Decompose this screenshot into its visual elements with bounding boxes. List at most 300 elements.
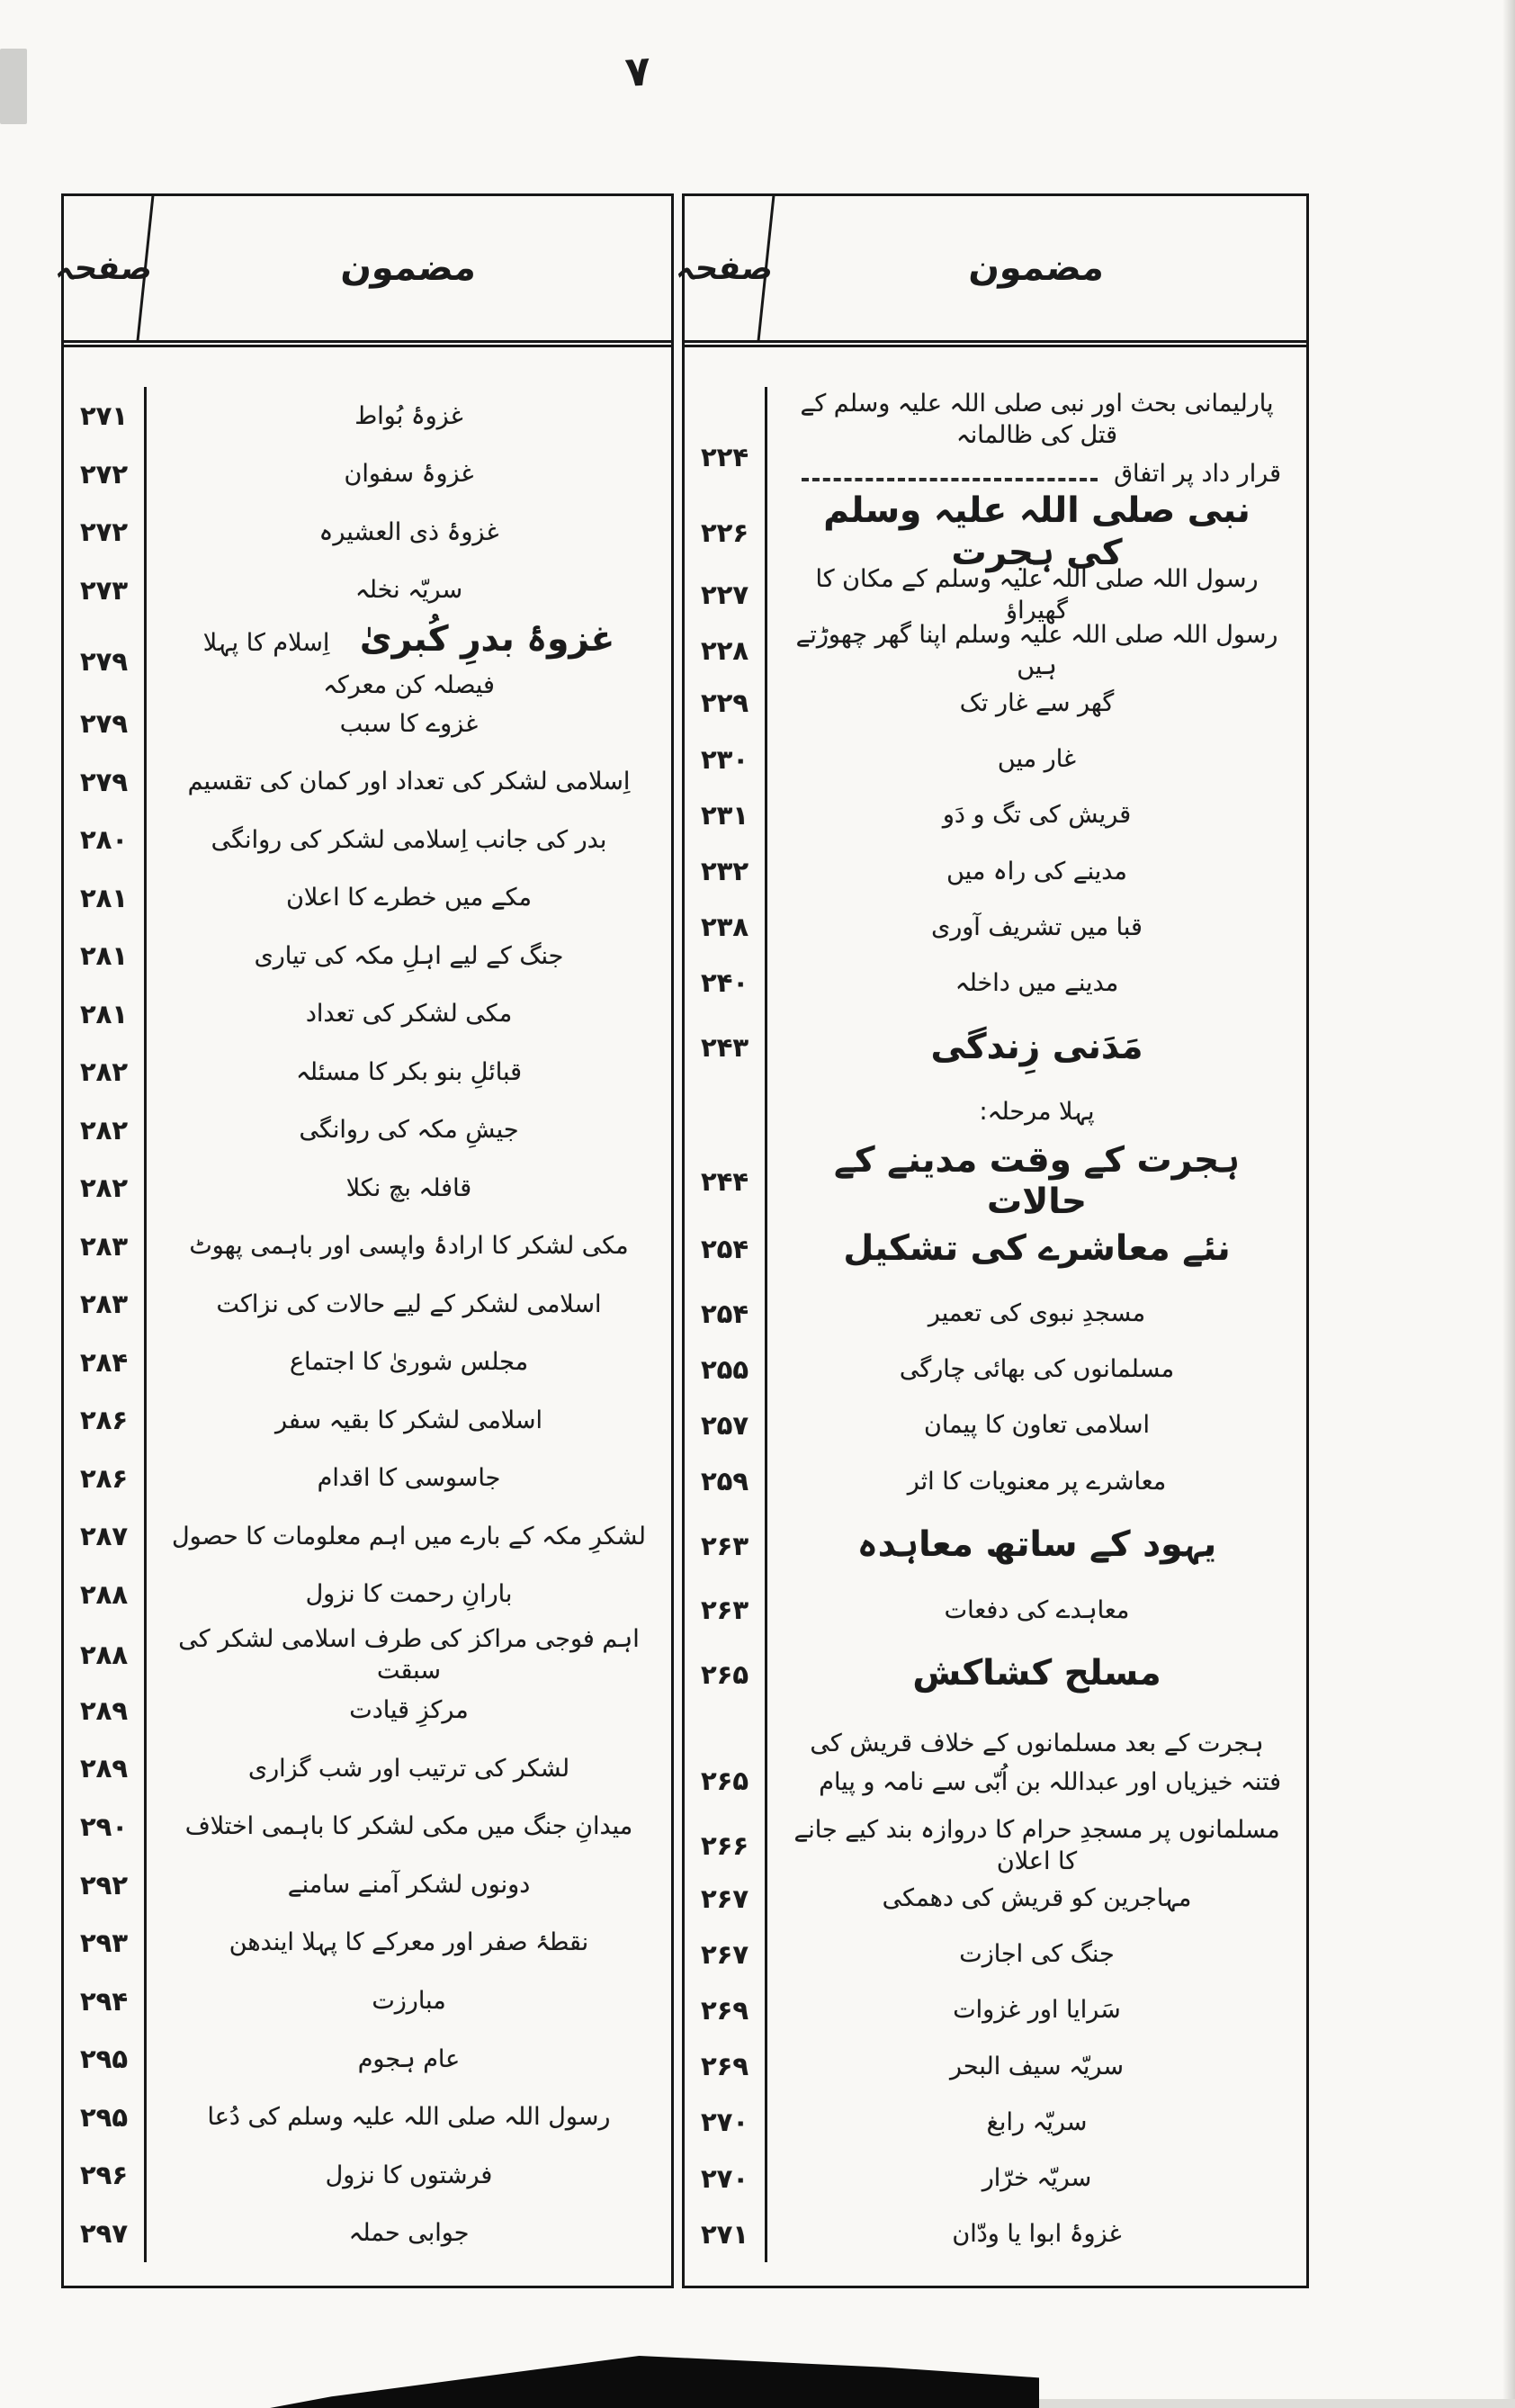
toc-entry-title: جاسوسی کا اقدام [317, 1464, 501, 1493]
toc-entry [147, 1798, 671, 1856]
toc-row [685, 843, 1306, 899]
toc-row [64, 1798, 671, 1856]
toc-entry [147, 503, 671, 562]
toc-entry-title: فرشتوں کا نزول [325, 2161, 493, 2189]
toc-entry [147, 811, 671, 869]
toc-entry [147, 868, 671, 927]
toc-row [64, 1450, 671, 1508]
toc-entry [767, 1509, 1306, 1582]
toc-entry-page: ۲۷۱ [685, 2206, 767, 2262]
toc-entry-line1 [793, 687, 1281, 719]
toc-entry-title: گھر سے غار تک [959, 688, 1115, 717]
toc-entry-line1 [172, 1405, 646, 1436]
toc-entry-line1 [793, 1938, 1281, 1970]
toc-entry-line1 [793, 912, 1281, 943]
toc-entry [767, 843, 1306, 899]
toc-entry [767, 1638, 1306, 1711]
toc-row [64, 927, 671, 985]
toc-entry-line1 [793, 1096, 1281, 1128]
toc-row [685, 1870, 1306, 1926]
toc-entry-title: اہم فوجی مراکز کی طرف اسلامی لشکر کی سبقت [178, 1625, 640, 1685]
toc-entry-title: اسلامی لشکر کا بقیہ سفر [274, 1406, 543, 1434]
toc-entry-line1 [793, 1524, 1281, 1567]
toc-entry-line1 [172, 517, 646, 548]
toc-row [64, 1566, 671, 1624]
toc-entry-title: مکے میں خطرے کا اعلان [286, 884, 532, 912]
toc-entry [147, 2146, 671, 2205]
toc-entry-page: ۲۷۰ [685, 2151, 767, 2206]
toc-row [685, 1011, 1306, 1084]
toc-entry [767, 732, 1306, 787]
toc-entry-title: غزوۂ بُواط [354, 401, 463, 430]
toc-entry-page: ۲۵۹ [685, 1453, 767, 1509]
toc-entry-title: یہود کے ساتھ معاہدہ [856, 1524, 1217, 1566]
toc-entry-line1 [793, 1882, 1281, 1914]
toc-entry-line1 [793, 2162, 1281, 2194]
toc-entry-line1 [172, 708, 646, 740]
toc-row [64, 2204, 671, 2262]
toc-entry-page: ۲۹۷ [64, 2204, 147, 2262]
toc-entry-page: ۲۶۵ [685, 1711, 767, 1814]
toc-row [64, 1334, 671, 1392]
toc-entry [767, 1285, 1306, 1341]
toc-entry [147, 752, 671, 811]
toc-row [64, 1275, 671, 1334]
toc-entry-page: ۲۴۴ [685, 1140, 767, 1225]
toc-entry-page: ۲۶۷ [685, 1870, 767, 1926]
toc-entry-title: غزوے کا سبب [339, 709, 479, 738]
toc-entry-line1 [793, 1994, 1281, 2026]
toc-entry-line1 [793, 2051, 1281, 2082]
toc-entry-title: سریّہ رابغ [986, 2107, 1088, 2136]
toc-entry-title-continued: فتنہ خیزیاں اور عبداللہ بن اُبّی سے نامہ و پیام [819, 1767, 1281, 1796]
toc-row [64, 985, 671, 1044]
toc-entry-line1 [172, 1173, 646, 1204]
toc-entry-title: غزوۂ ابوا یا ودّان [952, 2220, 1122, 2249]
toc-entry [767, 1982, 1306, 2038]
toc-entry [147, 1566, 671, 1624]
toc-entry-title: قبا میں تشریف آوری [931, 912, 1143, 941]
toc-entry [147, 1507, 671, 1566]
toc-entry-page: ۲۸۴ [64, 1334, 147, 1392]
toc-row [685, 2206, 1306, 2262]
toc-row [64, 1914, 671, 1972]
toc-entry-page: ۲۲۷ [685, 563, 767, 626]
toc-entry-title: سریّہ سیف البحر [950, 2052, 1124, 2080]
toc-row [685, 675, 1306, 731]
toc-header-right [674, 196, 1306, 347]
toc-row [685, 490, 1306, 573]
toc-entry-title: لشکر کی ترتیب اور شب گزاری [247, 1754, 570, 1783]
toc-entry-line1 [172, 1753, 646, 1784]
toc-entry [767, 2094, 1306, 2150]
scan-black-wedge [270, 2356, 1039, 2408]
toc-entry-page: ۲۸۱ [64, 868, 147, 927]
toc-entry [767, 1870, 1306, 1926]
toc-entry-page: ۲۶۹ [685, 1982, 767, 2038]
toc-entry-line1 [172, 2101, 646, 2133]
toc-entry-page: ۲۷۰ [685, 2094, 767, 2150]
toc-row [64, 2030, 671, 2089]
toc-row [64, 752, 671, 811]
toc-entry-title: جنگ کے لیے اہلِ مکہ کی تیاری [254, 941, 564, 970]
toc-entry-line1 [172, 1462, 646, 1494]
toc-entry-page: ۲۹۳ [64, 1914, 147, 1972]
toc-row [64, 1855, 671, 1914]
toc-entry-page: ۲۴۰ [685, 955, 767, 1011]
toc-row [685, 563, 1306, 625]
toc-entry-title: رسول اللہ صلی اللہ علیہ وسلم اپنا گھر چھوڑتے ہیں [795, 621, 1278, 681]
column-header-page: صفحہ [57, 196, 155, 340]
toc-entry-page: ۲۷۲ [64, 503, 147, 562]
toc-entry-page: ۲۹۲ [64, 1855, 147, 1914]
toc-row [685, 2094, 1306, 2150]
toc-entry-line1 [172, 882, 646, 913]
toc-entry-line1 [793, 856, 1281, 887]
toc-entry-title: مَدَنی زِندگی [930, 1026, 1143, 1067]
toc-entry-title: رسول اللہ صلی اللہ علیہ وسلم کے مکان کا گھیراؤ [815, 564, 1259, 625]
toc-entry-line1 [793, 1409, 1281, 1441]
toc-entry-title: رسول اللہ صلی اللہ علیہ وسلم کی دُعا [207, 2103, 611, 2132]
toc-entry-page [685, 1083, 767, 1139]
toc-row [64, 1682, 671, 1740]
toc-entry-line1 [172, 1346, 646, 1378]
toc-entry-page: ۲۸۲ [64, 1101, 147, 1160]
toc-entry-title: سَرایا اور غزوات [953, 1996, 1121, 2025]
toc-entry-page: ۲۳۸ [685, 899, 767, 955]
toc-entry-title: پارلیمانی بحث اور نبی صلی اللہ علیہ وسلم کے قتل کی ظالمانہ [800, 389, 1274, 449]
toc-row [64, 1739, 671, 1798]
toc-entry-line1 [793, 388, 1281, 451]
dashed-leader [802, 478, 1098, 481]
toc-entry [147, 445, 671, 504]
toc-entry-page: ۲۷۹ [64, 695, 147, 753]
toc-entry-line1 [793, 2218, 1281, 2250]
toc-entry-title: جوابی حملہ [348, 2219, 470, 2248]
toc-entry-title: پہلا مرحلہ: [979, 1098, 1095, 1127]
toc-entry [767, 2038, 1306, 2094]
toc-entry [767, 2151, 1306, 2206]
toc-entry-page: ۲۳۰ [685, 732, 767, 787]
toc-row [685, 1342, 1306, 1397]
toc-row [64, 1972, 671, 2030]
toc-entry-page: ۲۲۴ [685, 387, 767, 490]
toc-entry-title: نبی صلی اللہ علیہ وسلم کی ہجرت [823, 490, 1251, 573]
toc-header-left [53, 196, 671, 347]
toc-entry [147, 1159, 671, 1217]
toc-entry-line2 [793, 1766, 1281, 1798]
toc-entry [147, 1855, 671, 1914]
scan-edge-shadow [1502, 0, 1515, 2408]
toc-row [64, 387, 671, 445]
toc-entry-title: غار میں [997, 745, 1077, 774]
toc-row [64, 1159, 671, 1217]
toc-entry-line1 [172, 1289, 646, 1320]
toc-entry-page: ۲۸۲ [64, 1043, 147, 1101]
toc-row [64, 503, 671, 562]
toc-entry-title: مکی لشکر کا ارادۂ واپسی اور باہمی پھوٹ [189, 1232, 629, 1261]
toc-row [64, 695, 671, 753]
toc-entry-page: ۲۹۵ [64, 2030, 147, 2089]
toc-entry [147, 1217, 671, 1276]
toc-entry-title: جنگ کی اجازت [959, 1940, 1115, 1969]
toc-entry-page: ۲۸۸ [64, 1623, 147, 1686]
toc-entry-title: ہجرت کے بعد مسلمانوں کے خلاف قریش کی [810, 1729, 1264, 1757]
toc-entry [767, 2206, 1306, 2262]
toc-entry-line1 [172, 1056, 646, 1088]
toc-entry-page: ۲۸۳ [64, 1275, 147, 1334]
toc-entry-page: ۲۸۸ [64, 1566, 147, 1624]
toc-entry-subtitle: اِسلام کا پہلا فیصلہ کن معرکہ [202, 629, 495, 699]
toc-entry-title: مجلس شوریٰ کا اجتماع [289, 1348, 529, 1377]
toc-row [64, 811, 671, 869]
toc-row [685, 1509, 1306, 1582]
toc-entry [147, 2204, 671, 2262]
toc-entry-line1 [172, 766, 646, 797]
toc-entry-line1 [793, 1353, 1281, 1385]
toc-entry-title: ہجرت کے وقت مدینے کے حالات [834, 1139, 1240, 1223]
scan-bottom-strip [1039, 2399, 1515, 2408]
toc-entry-page: ۲۸۱ [64, 985, 147, 1044]
toc-entry-title: معاشرے پر معنویات کا اثر [907, 1467, 1167, 1496]
toc-entry-line1 [793, 743, 1281, 775]
toc-entry-line1 [172, 619, 646, 704]
toc-entry [147, 387, 671, 445]
toc-row [685, 2038, 1306, 2094]
toc-row [685, 1638, 1306, 1711]
toc-entry [147, 2088, 671, 2146]
toc-entry-line1 [172, 458, 646, 490]
column-header-subject: مضمون [966, 247, 1107, 289]
toc-entry-line1 [172, 400, 646, 432]
toc-row [685, 1285, 1306, 1341]
toc-entry-title: میدانِ جنگ میں مکی لشکر کا باہمی اختلاف [184, 1812, 633, 1841]
toc-entry-page: ۲۸۹ [64, 1739, 147, 1798]
toc-row [64, 1623, 671, 1685]
toc-table-right [674, 193, 1309, 2288]
toc-entry [147, 1101, 671, 1160]
toc-entry-page: ۲۹۰ [64, 1798, 147, 1856]
toc-entry-page: ۲۷۹ [64, 619, 147, 704]
toc-entry-line1 [793, 1653, 1281, 1695]
toc-row [64, 1391, 671, 1450]
toc-entry-page: ۲۲۹ [685, 675, 767, 731]
toc-entry-title: اسلامی لشکر کے لیے حالات کی نزاکت [216, 1289, 602, 1318]
toc-entry [147, 1043, 671, 1101]
toc-entry [767, 490, 1306, 575]
toc-row [64, 1507, 671, 1566]
toc-entry-line1 [172, 2160, 646, 2191]
toc-entry-title: مسجدِ نبوی کی تعمیر [928, 1298, 1146, 1327]
toc-entry-title: قبائلِ بنو بکر کا مسئلہ [295, 1057, 523, 1086]
toc-entry [147, 1682, 671, 1740]
toc-row [685, 899, 1306, 955]
toc-entry-line1 [172, 1694, 646, 1726]
toc-entry-line2 [793, 458, 1281, 490]
toc-entry-line1 [172, 1578, 646, 1610]
toc-row [64, 1101, 671, 1160]
toc-entry [147, 1623, 671, 1686]
toc-entry-line1 [793, 799, 1281, 831]
column-header-page: صفحہ [677, 196, 775, 340]
toc-entry-title: مسلح کشاکش [912, 1653, 1161, 1694]
toc-entry-line1 [172, 574, 646, 606]
toc-entry-page: ۲۶۶ [685, 1814, 767, 1877]
toc-entry-page: ۲۷۲ [64, 445, 147, 504]
toc-entry [767, 1213, 1306, 1286]
toc-row [685, 1453, 1306, 1509]
toc-entry [147, 1334, 671, 1392]
toc-rows-right [685, 347, 1306, 2286]
toc-tables [53, 193, 1309, 2288]
toc-entry [767, 1011, 1306, 1084]
toc-entry [767, 1397, 1306, 1453]
toc-row [64, 445, 671, 504]
toc-entry-line1 [172, 824, 646, 856]
toc-entry [767, 1814, 1306, 1877]
toc-entry-page: ۲۶۷ [685, 1927, 767, 1982]
toc-entry-title: غزوۂ سفوان [344, 460, 474, 489]
toc-row [685, 955, 1306, 1011]
toc-entry-page: ۲۸۷ [64, 1507, 147, 1566]
toc-entry-line1 [172, 2044, 646, 2075]
toc-entry-page: ۲۵۴ [685, 1213, 767, 1286]
toc-entry-title: نئے معاشرے کی تشکیل [843, 1227, 1231, 1269]
toc-entry-line1 [172, 1623, 646, 1686]
toc-entry-page: ۲۴۳ [685, 1011, 767, 1084]
toc-row [685, 787, 1306, 843]
toc-entry-page: ۲۲۸ [685, 619, 767, 682]
toc-entry-title: مدینے میں داخلہ [955, 968, 1119, 997]
toc-entry-line1 [793, 967, 1281, 999]
toc-entry-page: ۲۸۹ [64, 1682, 147, 1740]
toc-entry [767, 563, 1306, 626]
toc-entry-title: بارانِ رحمت کا نزول [305, 1580, 513, 1609]
toc-entry-line1 [172, 998, 646, 1029]
toc-row [64, 2088, 671, 2146]
toc-entry-line1 [172, 940, 646, 972]
toc-entry-title: دونوں لشکر آمنے سامنے [287, 1870, 531, 1899]
toc-entry-title: قافلہ بچ نکلا [345, 1173, 472, 1202]
toc-entry-page: ۲۵۵ [685, 1342, 767, 1397]
toc-entry-page: ۲۸۰ [64, 811, 147, 869]
toc-entry [147, 1914, 671, 1972]
toc-entry-line1 [793, 1140, 1281, 1225]
toc-row [685, 1927, 1306, 1982]
toc-entry-title: اسلامی تعاون کا پیمان [924, 1411, 1150, 1440]
toc-entry-line1 [793, 490, 1281, 575]
toc-entry [147, 1391, 671, 1450]
toc-entry-page: ۲۹۶ [64, 2146, 147, 2205]
toc-entry-title: غزوۂ بدرِ کُبریٰ [359, 619, 615, 660]
toc-row [64, 2146, 671, 2205]
toc-entry-title: اِسلامی لشکر کی تعداد اور کمان کی تقسیم [187, 768, 631, 796]
toc-entry-title: مدینے کی راہ میں [946, 857, 1127, 885]
toc-entry [767, 619, 1306, 682]
toc-entry-page: ۲۳۱ [685, 787, 767, 843]
toc-entry-page: ۲۷۹ [64, 752, 147, 811]
toc-entry-line1 [793, 619, 1281, 682]
toc-entry-line1 [172, 1985, 646, 2017]
toc-entry-page: ۲۶۳ [685, 1582, 767, 1638]
toc-entry-page: ۲۶۹ [685, 2038, 767, 2094]
toc-entry [767, 1342, 1306, 1397]
toc-entry-title: مہاجرین کو قریش کی دھمکی [882, 1884, 1192, 1913]
toc-row [685, 1582, 1306, 1638]
toc-entry-title: غزوۂ ذی العشیرہ [318, 517, 499, 546]
toc-entry-line1 [793, 1728, 1281, 1759]
toc-entry [147, 1972, 671, 2030]
toc-entry-page: ۲۷۳ [64, 562, 147, 620]
toc-entry [147, 562, 671, 620]
toc-entry-line1 [793, 1595, 1281, 1626]
toc-entry-title: نقطۂ صفر اور معرکے کا پہلا ایندھن [229, 1928, 589, 1957]
toc-row [64, 868, 671, 927]
toc-entry-page: ۲۵۷ [685, 1397, 767, 1453]
toc-entry-line1 [793, 2107, 1281, 2138]
toc-entry [767, 1453, 1306, 1509]
toc-entry [147, 2030, 671, 2089]
toc-entry-line1 [172, 1230, 646, 1262]
toc-row [64, 1217, 671, 1276]
toc-entry-line1 [793, 1466, 1281, 1497]
toc-entry [767, 387, 1306, 490]
toc-row [685, 2151, 1306, 2206]
toc-entry-page: ۲۶۵ [685, 1638, 767, 1711]
toc-entry [767, 955, 1306, 1011]
toc-entry-title: لشکرِ مکہ کے بارے میں اہم معلومات کا حصول [172, 1522, 646, 1550]
toc-entry-page: ۲۵۴ [685, 1285, 767, 1341]
toc-row [685, 1814, 1306, 1876]
toc-entry [147, 695, 671, 753]
toc-row [64, 1043, 671, 1101]
toc-entry-title: معاہدے کی دفعات [944, 1595, 1130, 1624]
toc-entry [767, 899, 1306, 955]
toc-row [685, 619, 1306, 681]
toc-entry-line1 [172, 1869, 646, 1900]
toc-entry [147, 927, 671, 985]
toc-entry-page: ۲۹۴ [64, 1972, 147, 2030]
toc-entry [147, 1450, 671, 1508]
toc-entry-title: جیشِ مکہ کی روانگی [299, 1116, 519, 1145]
toc-entry-line1 [172, 2217, 646, 2249]
toc-entry-line1 [793, 1814, 1281, 1877]
toc-entry-page: ۲۸۳ [64, 1217, 147, 1276]
page-number: ۷ [623, 46, 652, 96]
toc-rows-left [64, 347, 671, 2286]
toc-row [685, 387, 1306, 490]
scan-smudge [0, 49, 27, 124]
toc-entry-line1 [793, 1228, 1281, 1271]
toc-entry [767, 1927, 1306, 1982]
toc-entry-line1 [172, 1114, 646, 1146]
toc-entry-line1 [172, 1927, 646, 1958]
toc-row [685, 1711, 1306, 1814]
toc-row [685, 1982, 1306, 2038]
toc-entry-page: ۲۲۶ [685, 490, 767, 575]
toc-entry [767, 1711, 1306, 1814]
toc-row [64, 619, 671, 699]
toc-row [64, 562, 671, 620]
toc-row [685, 1083, 1306, 1139]
toc-entry-title: قریش کی تگ و دَو [942, 801, 1132, 830]
toc-entry [767, 1140, 1306, 1225]
toc-entry-title-continued: قرار داد پر اتفاق [1114, 460, 1281, 489]
toc-entry-page: ۲۸۶ [64, 1391, 147, 1450]
toc-entry-title: سریّہ خرّار [982, 2164, 1092, 2193]
toc-entry-page: ۲۸۲ [64, 1159, 147, 1217]
toc-entry [767, 787, 1306, 843]
